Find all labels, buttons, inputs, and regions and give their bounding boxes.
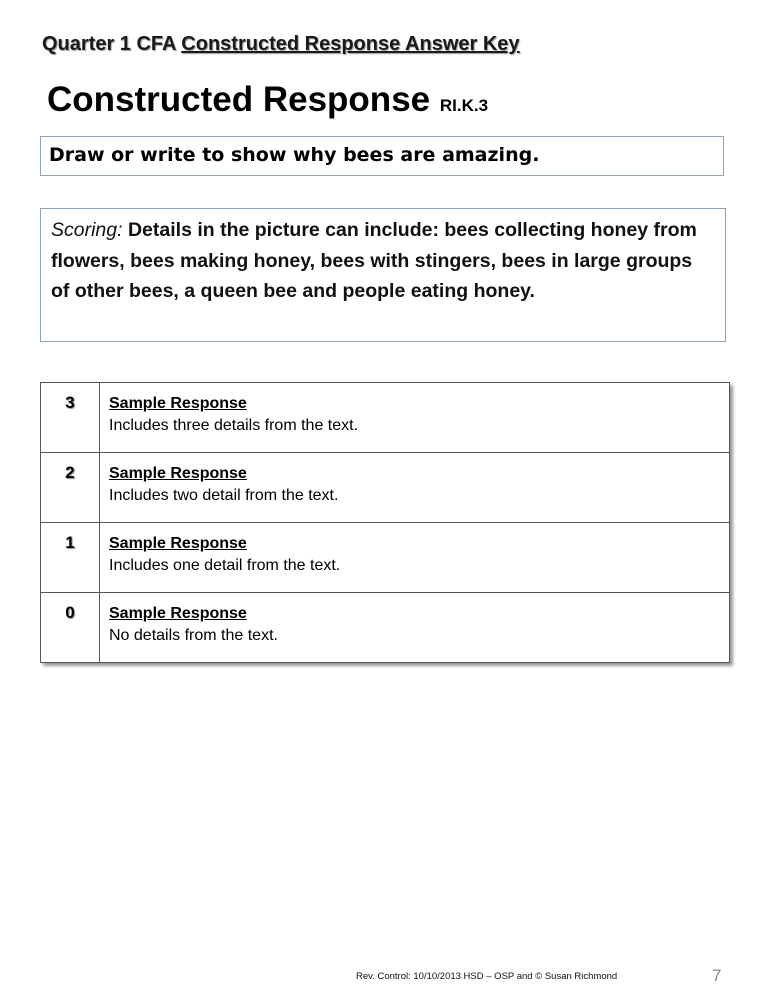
header-answer-key: Answer Key xyxy=(405,33,520,55)
rubric-score: 3 xyxy=(41,383,100,453)
rubric-label: Sample Response xyxy=(109,535,247,552)
prompt-box xyxy=(40,136,724,176)
footer-revision: Rev. Control: 10/10/2013 HSD – OSP and © Susan Richmond xyxy=(356,971,618,982)
rubric-row xyxy=(41,593,730,663)
scoring-text: Details in the picture can include: bees collecting honey from flowers, bees making honey, bees with stingers, bees in large groups of other bees, a queen bee and people eating honey. xyxy=(51,219,697,302)
rubric-row xyxy=(41,383,730,453)
rubric-table xyxy=(40,382,730,663)
rubric-label: Sample Response xyxy=(109,605,247,622)
rubric-label: Sample Response xyxy=(109,395,247,412)
rubric-text: Includes one detail from the text. xyxy=(109,557,341,574)
page-title-text: Constructed Response xyxy=(47,80,431,119)
prompt-text: Draw or write to show why bees are amazing. xyxy=(49,144,540,166)
scoring-label: Scoring: xyxy=(51,219,123,241)
rubric-text: No details from the text. xyxy=(109,627,278,644)
rubric-label: Sample Response xyxy=(109,465,247,482)
rubric-description xyxy=(100,523,730,593)
rubric-text: Includes two detail from the text. xyxy=(109,487,339,504)
document-header xyxy=(42,33,520,56)
rubric-row xyxy=(41,453,730,523)
rubric-score: 1 xyxy=(41,523,100,593)
rubric-score: 0 xyxy=(41,593,100,663)
rubric-description xyxy=(100,453,730,523)
page-title xyxy=(47,80,488,120)
rubric-description xyxy=(100,593,730,663)
page-number: 7 xyxy=(712,966,722,985)
standard-code: RI.K.3 xyxy=(439,96,489,115)
rubric-text: Includes three details from the text. xyxy=(109,417,359,434)
scoring-box xyxy=(40,208,726,342)
rubric-row xyxy=(41,523,730,593)
header-prefix: Quarter 1 CFA xyxy=(42,33,182,55)
rubric-score: 2 xyxy=(41,453,100,523)
rubric-description xyxy=(100,383,730,453)
header-underlined-title: Constructed Response xyxy=(181,33,406,55)
